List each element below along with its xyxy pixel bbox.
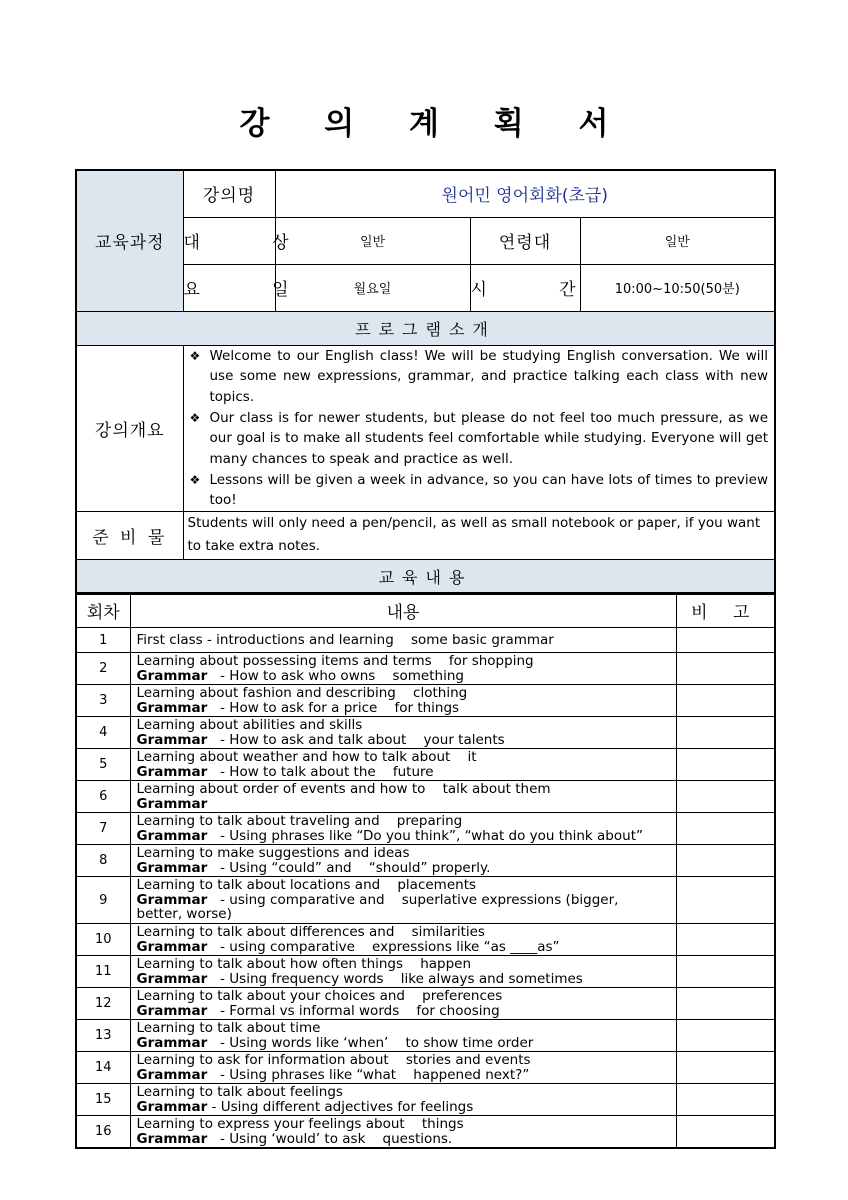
grammar-detail: - Using “could” and “should” properly. xyxy=(207,859,491,876)
session-note xyxy=(676,1052,775,1084)
grammar-label: Grammar xyxy=(136,1002,208,1019)
session-topic: Learning about order of events and how to talk about them xyxy=(136,781,551,797)
session-content xyxy=(130,1052,676,1084)
grammar-detail: - How to talk about the future xyxy=(207,763,434,780)
overview-label: 강의개요 xyxy=(76,345,183,512)
session-number: 10 xyxy=(76,924,130,956)
overview-list xyxy=(188,346,769,512)
curriculum-row xyxy=(76,781,775,813)
overview-item-text: Welcome to our English class! We will be studying English conversation. We will use some new expressions, grammar, and practice talking each class with new topics. xyxy=(209,347,769,405)
session-topic: Learning to talk about feelings xyxy=(136,1084,343,1100)
session-note xyxy=(676,1020,775,1052)
day-label: 요 일 xyxy=(183,264,275,311)
grammar-label: Grammar xyxy=(136,1098,208,1115)
grammar-detail: - Using phrases like “what happened next?” xyxy=(207,1066,530,1083)
program-intro-heading: 프로그램소개 xyxy=(76,311,775,345)
grammar-detail: - Using ‘would’ to ask questions. xyxy=(207,1130,453,1147)
session-content xyxy=(130,717,676,749)
grammar-label: Grammar xyxy=(136,763,208,780)
curriculum-row xyxy=(76,813,775,845)
session-note xyxy=(676,1116,775,1149)
session-column-header: 회차 xyxy=(76,593,130,628)
session-note xyxy=(676,924,775,956)
session-topic: First class - introductions and learning some basic grammar xyxy=(136,631,554,648)
session-note xyxy=(676,988,775,1020)
session-grammar xyxy=(137,972,676,987)
session-number: 11 xyxy=(76,956,130,988)
session-number: 13 xyxy=(76,1020,130,1052)
session-grammar xyxy=(137,1004,676,1019)
grammar-label: Grammar xyxy=(136,1130,208,1147)
curriculum-row xyxy=(76,685,775,717)
course-name-value: 원어민 영어회화(초급) xyxy=(275,170,775,217)
session-topic: Learning to talk about differences and similarities xyxy=(136,924,485,940)
grammar-detail: - Using frequency words like always and sometimes xyxy=(207,970,583,987)
curriculum-row xyxy=(76,653,775,685)
curriculum-row xyxy=(76,877,775,924)
session-number: 15 xyxy=(76,1084,130,1116)
session-note xyxy=(676,956,775,988)
target-label: 대 상 xyxy=(183,217,275,264)
session-note xyxy=(676,877,775,924)
prep-text: Students will only need a pen/pencil, as well as small notebook or paper, if you want to take extra notes. xyxy=(183,512,775,560)
session-number: 9 xyxy=(76,877,130,924)
curriculum-table xyxy=(75,592,776,1149)
session-number: 1 xyxy=(76,628,130,653)
curriculum-row xyxy=(76,1020,775,1052)
session-note xyxy=(676,845,775,877)
prep-label: 준 비 물 xyxy=(76,512,183,560)
note-column-header: 비 고 xyxy=(676,593,775,628)
grammar-detail: - How to ask who owns something xyxy=(207,667,464,684)
grammar-label: Grammar xyxy=(136,1034,208,1051)
session-grammar xyxy=(137,733,676,748)
session-topic: Learning to express your feelings about things xyxy=(136,1116,464,1132)
grammar-label: Grammar xyxy=(136,795,208,812)
session-topic: Learning to talk about time xyxy=(136,1020,321,1036)
grammar-label: Grammar xyxy=(136,938,208,955)
target-value: 일반 xyxy=(275,217,470,264)
session-number: 16 xyxy=(76,1116,130,1149)
curriculum-row xyxy=(76,1052,775,1084)
time-value: 10:00~10:50(50분) xyxy=(580,264,775,311)
session-number: 5 xyxy=(76,749,130,781)
session-topic: Learning to talk about traveling and preparing xyxy=(136,813,463,829)
session-content xyxy=(130,749,676,781)
curriculum-row xyxy=(76,924,775,956)
grammar-label: Grammar xyxy=(136,1066,208,1083)
grammar-label: Grammar xyxy=(136,970,208,987)
grammar-detail: - Using words like ‘when’ to show time order xyxy=(207,1034,534,1051)
session-topic: Learning about possessing items and terms for shopping xyxy=(136,653,534,669)
session-note xyxy=(676,653,775,685)
session-grammar xyxy=(137,861,676,876)
session-number: 3 xyxy=(76,685,130,717)
session-content xyxy=(130,813,676,845)
session-note xyxy=(676,781,775,813)
grammar-detail: - How to ask and talk about your talents xyxy=(207,731,505,748)
overview-item xyxy=(188,408,769,470)
session-grammar xyxy=(137,1100,676,1115)
curriculum-row xyxy=(76,1084,775,1116)
session-content xyxy=(130,924,676,956)
bullet-icon: ❖ xyxy=(189,410,201,425)
session-grammar xyxy=(137,829,676,844)
session-note xyxy=(676,685,775,717)
course-info-table xyxy=(75,169,776,595)
grammar-label: Grammar xyxy=(136,731,208,748)
session-topic: Learning about abilities and skills xyxy=(136,717,363,733)
session-grammar xyxy=(137,669,676,684)
session-number: 8 xyxy=(76,845,130,877)
session-topic: Learning about weather and how to talk about it xyxy=(136,749,477,765)
session-number: 7 xyxy=(76,813,130,845)
age-value: 일반 xyxy=(580,217,775,264)
session-number: 4 xyxy=(76,717,130,749)
page-title: 강 의 계 획 서 xyxy=(239,106,631,142)
grammar-label: Grammar xyxy=(136,827,208,844)
overview-content xyxy=(183,345,775,512)
session-topic: Learning to talk about your choices and preferences xyxy=(136,988,503,1004)
session-grammar xyxy=(137,765,676,780)
grammar-label: Grammar xyxy=(136,859,208,876)
session-grammar xyxy=(137,940,676,955)
session-content xyxy=(130,1084,676,1116)
session-note xyxy=(676,628,775,653)
content-column-header: 내용 xyxy=(130,593,676,628)
session-content xyxy=(130,653,676,685)
overview-item-text: Our class is for newer students, but please do not feel too much pressure, as we our goal is to make all students feel comfortable while studying. Everyone will get many chances to speak and practice as well. xyxy=(209,409,769,468)
day-value: 월요일 xyxy=(275,264,470,311)
session-note xyxy=(676,1084,775,1116)
grammar-label: Grammar xyxy=(136,667,208,684)
session-content xyxy=(130,685,676,717)
curriculum-row xyxy=(76,628,775,653)
grammar-detail: - Using different adjectives for feelings xyxy=(207,1098,474,1115)
content-heading: 교육내용 xyxy=(76,560,775,595)
curriculum-label: 교육과정 xyxy=(76,170,183,311)
overview-item xyxy=(188,346,769,408)
curriculum-row xyxy=(76,845,775,877)
session-grammar xyxy=(137,1132,676,1147)
session-grammar xyxy=(137,701,676,716)
session-number: 12 xyxy=(76,988,130,1020)
session-number: 14 xyxy=(76,1052,130,1084)
bullet-icon: ❖ xyxy=(189,472,201,487)
overview-item-text: Lessons will be given a week in advance, so you can have lots of times to preview too! xyxy=(209,471,769,509)
grammar-label: Grammar xyxy=(136,891,208,908)
session-topic: Learning to ask for information about stories and events xyxy=(136,1052,531,1068)
bullet-icon: ❖ xyxy=(189,348,201,363)
session-grammar xyxy=(137,1036,676,1051)
session-note xyxy=(676,717,775,749)
grammar-detail: - Formal vs informal words for choosing xyxy=(207,1002,500,1019)
session-content xyxy=(130,845,676,877)
curriculum-row xyxy=(76,749,775,781)
grammar-detail: - using comparative and superlative expressions (bigger, better, worse) xyxy=(136,891,619,923)
curriculum-row xyxy=(76,1116,775,1149)
session-grammar xyxy=(137,1068,676,1083)
session-grammar xyxy=(137,797,676,812)
session-topic: Learning to talk about locations and placements xyxy=(136,877,477,894)
session-note xyxy=(676,813,775,845)
course-name-label: 강의명 xyxy=(183,170,275,217)
session-content xyxy=(130,877,676,924)
session-grammar xyxy=(137,893,676,922)
age-label: 연령대 xyxy=(470,217,580,264)
session-content xyxy=(130,781,676,813)
session-content xyxy=(130,956,676,988)
session-topic: Learning to make suggestions and ideas xyxy=(136,845,410,861)
session-content xyxy=(130,1116,676,1149)
session-content xyxy=(130,1020,676,1052)
overview-item xyxy=(188,470,769,511)
grammar-detail: - Using phrases like “Do you think”, “what do you think about” xyxy=(207,827,643,844)
session-number: 2 xyxy=(76,653,130,685)
curriculum-row xyxy=(76,717,775,749)
curriculum-row xyxy=(76,956,775,988)
session-note xyxy=(676,749,775,781)
grammar-detail: - How to ask for a price for things xyxy=(207,699,460,716)
session-content xyxy=(130,628,676,653)
curriculum-row xyxy=(76,988,775,1020)
session-content xyxy=(130,988,676,1020)
session-topic: Learning to talk about how often things happen xyxy=(136,956,472,972)
grammar-label: Grammar xyxy=(136,699,208,716)
grammar-detail: - using comparative expressions like “as ____as” xyxy=(207,938,560,955)
session-number: 6 xyxy=(76,781,130,813)
time-label: 시 간 xyxy=(470,264,580,311)
session-topic: Learning about fashion and describing clothing xyxy=(136,685,468,701)
